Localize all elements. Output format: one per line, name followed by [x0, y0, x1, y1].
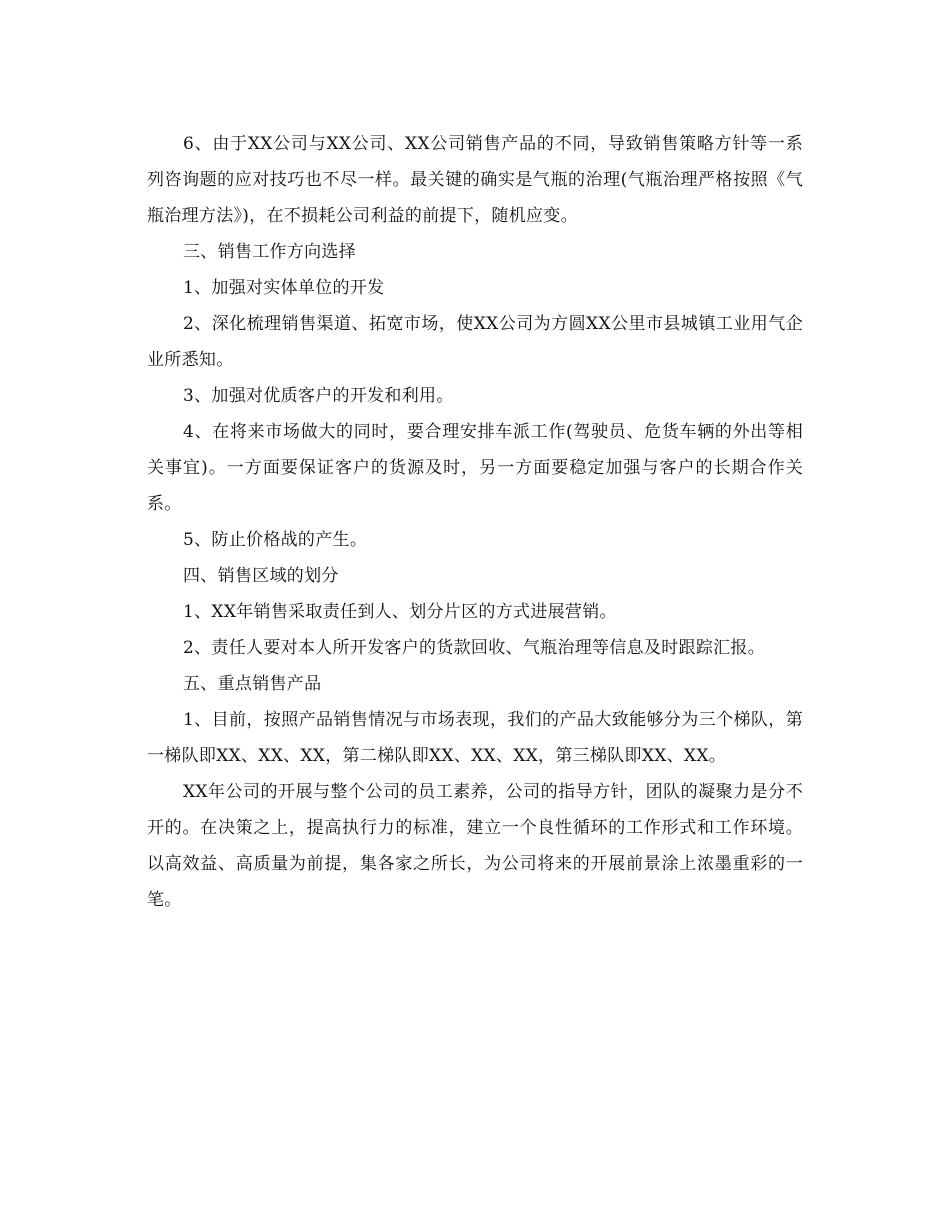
section-heading-sales-direction: 三、销售工作方向选择: [183, 242, 356, 262]
paragraph-sales-channels: 2、深化梳理销售渠道、拓宽市场，使XX公司为方圆XX公里市县城镇工业用气企业所悉知。: [147, 314, 803, 370]
paragraph-payment-tracking: 2、责任人要对本人所开发客户的货款回收、气瓶治理等信息及时跟踪汇报。: [183, 638, 766, 658]
paragraph-vehicle-dispatch: 4、在将来市场做大的同时，要合理安排车派工作(驾驶员、危货车辆的外出等相关事宜)。一方面要保证客户的货源及时，另一方面要稳定加强与客户的长期合作关系。: [147, 422, 803, 514]
section-heading-key-products: 五、重点销售产品: [183, 674, 322, 694]
paragraph-price-war: 5、防止价格战的产生。: [183, 530, 368, 550]
paragraph-gas-cylinder-management: 6、由于XX公司与XX公司、XX公司销售产品的不同，导致销售策略方针等一系列咨询题的应对技巧也不尽一样。最关键的确实是气瓶的治理(气瓶治理严格按照《气瓶治理方法》)，在不损耗公司利益的前提下，随机应变。: [147, 134, 803, 226]
paragraph-product-tiers: 1、目前，按照产品销售情况与市场表现，我们的产品大致能够分为三个梯队，第一梯队即XX、XX、XX，第二梯队即XX、XX、XX，第三梯队即XX、XX。: [147, 710, 803, 766]
paragraph-conclusion: XX年公司的开展与整个公司的员工素养，公司的指导方针，团队的凝聚力是分不开的。在决策之上，提高执行力的标准，建立一个良性循环的工作形式和工作环境。以高效益、高质量为前提，集各家之所长，为公司将来的开展前景涂上浓墨重彩的一笔。: [147, 782, 803, 910]
document-body: [147, 126, 803, 918]
section-heading-sales-regions: 四、销售区域的划分: [183, 566, 339, 586]
paragraph-quality-customers: 3、加强对优质客户的开发和利用。: [183, 386, 454, 406]
paragraph-entity-development: 1、加强对实体单位的开发: [183, 278, 385, 298]
paragraph-responsibility-zones: 1、XX年销售采取责任到人、划分片区的方式进展营销。: [183, 602, 617, 622]
